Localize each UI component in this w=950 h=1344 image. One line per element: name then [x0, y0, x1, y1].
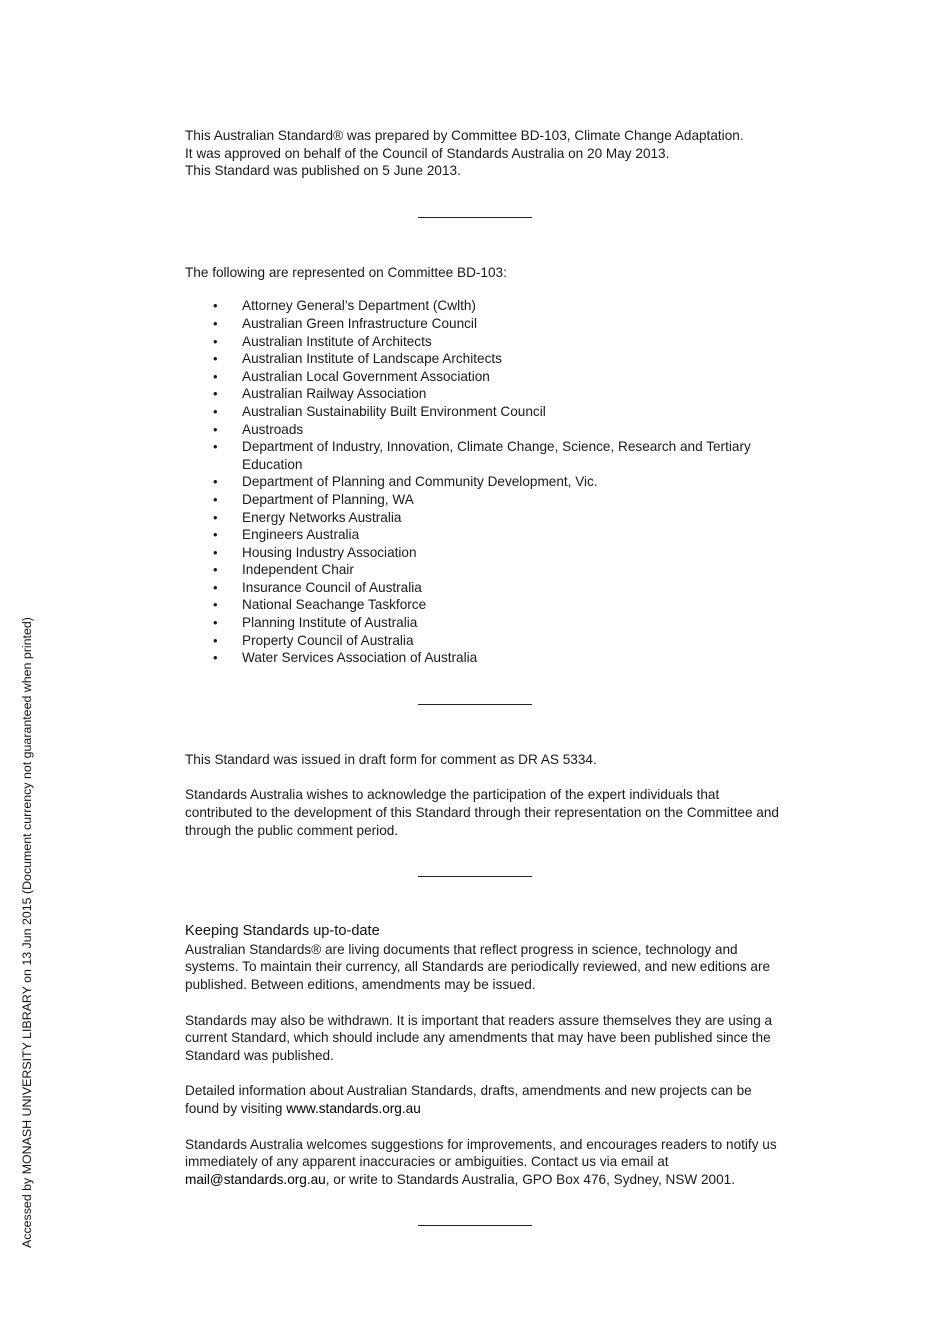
bullet-icon: •: [213, 474, 218, 490]
list-item: • Property Council of Australia: [213, 632, 414, 648]
list-item: • Planning Institute of Australia: [213, 615, 418, 631]
bullet-icon: •: [213, 615, 218, 631]
bullet-icon: •: [213, 439, 218, 455]
bullet-icon: •: [213, 368, 218, 384]
committee-intro: The following are represented on Committee BD-103:: [185, 264, 507, 280]
bullet-icon: •: [213, 333, 218, 349]
list-item: • Australian Railway Association: [213, 386, 427, 402]
published-line: This Standard was published on 5 June 2013.: [185, 163, 461, 179]
section-divider: [418, 704, 532, 705]
list-item: • Insurance Council of Australia: [213, 579, 422, 595]
bullet-icon: •: [213, 632, 218, 648]
bullet-icon: •: [213, 597, 218, 613]
detailed-info-text: Detailed information about Australian Standards, drafts, amendments and new projects can be found by visiting www.standards.org.au: [185, 1083, 752, 1116]
list-item: • Australian Green Infrastructure Council: [213, 315, 477, 331]
bullet-icon: •: [213, 298, 218, 314]
list-item: • Water Services Association of Australia: [213, 650, 478, 666]
list-item: • National Seachange Taskforce: [213, 597, 427, 613]
bullet-icon: •: [213, 386, 218, 402]
bullet-icon: •: [213, 579, 218, 595]
list-item: • Austroads: [213, 421, 304, 437]
list-item: • Independent Chair: [213, 562, 354, 578]
bullet-icon: •: [213, 544, 218, 560]
list-item: • Department of Planning and Community Development, Vic.: [213, 474, 598, 490]
section-divider: [418, 1225, 532, 1226]
list-item: • Australian Institute of Landscape Architects: [213, 351, 502, 367]
bullet-icon: •: [213, 650, 218, 666]
list-item: • Australian Local Government Association: [213, 368, 490, 384]
keeping-standards-heading: Keeping Standards up-to-date: [185, 923, 380, 940]
acknowledgement-text: Standards Australia wishes to acknowledge the participation of the expert individuals that contributed to the development of this Standard through their representation on the Committee and through the public comment period.: [185, 787, 779, 838]
list-item: • Energy Networks Australia: [213, 509, 402, 525]
publication-info: [185, 127, 785, 180]
list-item: • Department of Industry, Innovation, Climate Change, Science, Research and Tertiary Education: [213, 439, 751, 472]
bullet-icon: •: [213, 562, 218, 578]
prepared-by-line: This Australian Standard® was prepared by Committee BD-103, Climate Change Adaptation.: [185, 128, 744, 143]
list-item: • Engineers Australia: [213, 527, 360, 543]
contact-email-link[interactable]: mail@standards.org.au: [185, 1171, 326, 1187]
standards-website-link[interactable]: www.standards.org.au: [286, 1100, 421, 1116]
section-divider: [418, 217, 532, 218]
list-item: • Australian Sustainability Built Environment Council: [213, 403, 546, 419]
bullet-icon: •: [213, 351, 218, 367]
access-note: Accessed by MONASH UNIVERSITY LIBRARY on 13 Jun 2015 (Document currency not guaranteed when printed): [20, 617, 34, 1248]
bullet-icon: •: [213, 527, 218, 543]
living-documents-text: Australian Standards® are living documents that reflect progress in science, technology and systems. To maintain their currency, all Standards are periodically reviewed, and new editions are published. Between editions, amendments may be issued.: [185, 941, 771, 992]
section-divider: [418, 876, 532, 877]
draft-issued-text: This Standard was issued in draft form for comment as DR AS 5334.: [185, 751, 597, 767]
bullet-icon: •: [213, 421, 218, 437]
bullet-icon: •: [213, 491, 218, 507]
committee-member-list: [185, 297, 785, 666]
list-item: • Housing Industry Association: [213, 544, 417, 560]
bullet-icon: •: [213, 315, 218, 331]
document-body: [185, 127, 785, 1226]
bullet-icon: •: [213, 403, 218, 419]
list-item: • Attorney General’s Department (Cwlth): [213, 298, 476, 314]
list-item: • Department of Planning, WA: [213, 491, 414, 507]
approved-line: It was approved on behalf of the Council of Standards Australia on 20 May 2013.: [185, 145, 670, 161]
list-item: • Australian Institute of Architects: [213, 333, 432, 349]
bullet-icon: •: [213, 509, 218, 525]
withdrawn-text: Standards may also be withdrawn. It is important that readers assure themselves they are using a current Standard, which should include any amendments that may have been published since the Standard was published.: [185, 1012, 773, 1063]
suggestions-text: Standards Australia welcomes suggestions for improvements, and encourages readers to notify us immediately of any apparent inaccuracies or ambiguities. Contact us via email at mail@standards.org.au, or write to Standards Australia, GPO Box 476, Sydney, NSW 2001.: [185, 1136, 777, 1187]
